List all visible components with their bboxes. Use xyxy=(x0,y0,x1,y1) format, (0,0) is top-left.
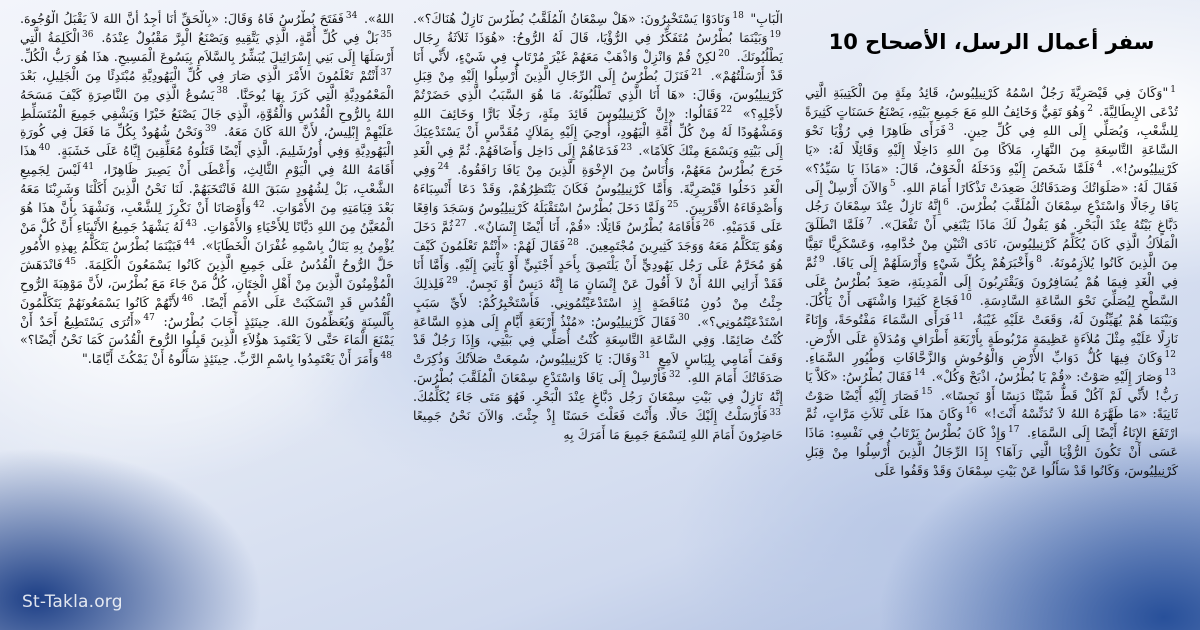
verse-number: 24 xyxy=(437,162,450,173)
verse-number: 7 xyxy=(866,217,873,228)
verse xyxy=(474,219,717,234)
verse-text: وَكَانَ فِيهَا كُلُّ دَوَابِّ الأَرْضِ وَالْوُحُوشِ وَالزَّحَّافَاتِ وَطُيُورِ السَّمَاءِ. xyxy=(805,349,1163,365)
verse-text: لأَنَّهُمْ كَانُوا يَسْمَعُونَهُمْ يَتَكَلَّمُونَ بِأَلْسِنَةٍ وَيُعَظِّمُونَ اللهَ. حِينَئِذٍ أَجَابَ بُطْرُسُ: xyxy=(20,294,394,329)
verse-number: 3 xyxy=(948,122,954,133)
verse-text: فَقَالَ كَرْنِيلِيُوسُ: «مُنْذُ أَرْبَعَةِ أَيَّامٍ إِلَى هذِهِ السَّاعَةِ كُنْتُ صَائِمًا. وَفِي السَّاعَةِ التَّاسِعَةِ كُنْتُ أُصَلِّي فِي بَيْتِي، وَإِذَا رَجُلٌ قَدْ وَقَفَ أَمَامِي بِلِبَاسٍ لاَمِعٍ xyxy=(413,313,783,367)
verse-number: 47 xyxy=(143,313,155,324)
verse-text: ثُمَّ دَخَلَ وَهُوَ يَتَكَلَّمُ مَعَهُ وَوَجَدَ كَثِيرِينَ مُجْتَمِعِينَ. xyxy=(413,218,783,253)
verse-text: وَأَوْصَانَا أَنْ نَكْرِزَ لِلشَّعْبِ، وَنَشْهَدَ بِأَنَّ هذَا هُوَ الْمُعَيَّنُ مِنَ اللهِ دَيَّانًا لِلأَحْيَاءِ وَالأَمْوَاتِ. xyxy=(20,200,394,234)
verse-number: 48 xyxy=(380,351,392,362)
verse-text: فَنَزَلَ بُطْرُسُ إِلَى الرِّجَالِ الَّذِينَ أُرْسِلُوا إِلَيْهِ مِنْ قِبَلِ كَرْنِيلِيُوسَ، وَقَالَ: «هَا أَنَا الَّذِي تَطْلُبُونَهُ. مَا هُوَ السَّبَبُ الَّذِي حَضَرْتُمْ لأَجْلِهِ؟» xyxy=(413,67,783,121)
text-column-right xyxy=(805,10,1178,620)
verse-text: يَسُوعُ الَّذِي مِنَ النَّاصِرَةِ كَيْفَ مَسَحَهُ اللهُ بِالرُّوحِ الْقُدُسِ وَالْقُوَّةِ، الَّذِي جَالَ يَصْنَعُ خَيْرًا وَيَشْفِي جَمِيعَ الْمُتَسَلِّطِ عَلَيْهِمْ إِبْلِيسُ، لأَنَّ اللهَ كَانَ مَعَهُ. xyxy=(20,86,394,140)
verse-number: 15 xyxy=(921,387,933,398)
verse xyxy=(82,351,394,366)
verse-number: 13 xyxy=(1164,368,1176,379)
verse-number: 46 xyxy=(181,294,194,305)
verse-text: وَكَانَ هذَا عَلَى ثَلاَثِ مَرَّاتٍ، ثُمَّ ارْتَفَعَ الإِنَاءُ أَيْضًا إِلَى السَّمَاءِ. xyxy=(805,406,1178,441)
verse xyxy=(413,11,746,26)
verse-text: لَهُ يَشْهَدُ جَمِيعُ الأَنْبِيَاءِ أَنَّ كُلَّ مَنْ يُؤْمِنُ بِهِ يَنَالُ بِاسْمِهِ غُفْرَانَ الْخَطَايَا». xyxy=(20,218,394,253)
verse-text: «أَتُرَى يَسْتَطِيعُ أَحَدٌ أَنْ يَمْنَعَ الْمَاءَ حَتَّى لاَ يَعْتَمِدَ هؤُلاَءِ الَّذِينَ قَبِلُوا الرُّوحَ الْقُدُسَ كَمَا نَحْنُ أَيْضًا؟» xyxy=(20,313,394,348)
verse-text: فَقَالَ بُطْرُسُ: «كَلاَّ يَا رَبُّ! لأَنِّي لَمْ آكُلْ قَطُّ شَيْئًا دَنِسًا أَوْ نَجِسًا». xyxy=(805,368,1178,403)
verse-text: وَلَمَّا دَخَلَ بُطْرُسُ اسْتَقْبَلَهُ كَرْنِيلِيُوسُ وَسَجَدَ وَاقِعًا عَلَى قَدَمَيْهِ. xyxy=(413,200,783,234)
verse-number: 5 xyxy=(889,179,896,190)
verse-number: 22 xyxy=(720,105,733,116)
verse-number: 10 xyxy=(960,292,972,303)
verse-number: 34 xyxy=(345,10,358,21)
verse-text: لَيْسَ لِجَمِيعِ الشَّعْبِ، بَلْ لِشُهُودٍ سَبَقَ اللهُ فَانْتَخَبَهُمْ. لَنَا نَحْنُ الَّذِينَ أَكَلْنَا وَشَرِبْنَا مَعَهُ بَعْدَ قِيَامَتِهِ مِنَ الأَمْوَاتِ. xyxy=(20,162,394,216)
verse xyxy=(750,11,783,26)
verse-text: فَجَاعَ كَثِيرًا وَاشْتَهَى أَنْ يَأْكُلَ. وَبَيْنَمَا هُمْ يُهَيِّئُونَ لَهُ، وَقَعَتْ عَلَيْهِ غَيْبَةٌ، xyxy=(805,292,1178,327)
text-column-left xyxy=(20,10,394,620)
verse xyxy=(932,369,1178,384)
verse-text: "وَكَانَ فِي قَيْصَرِيَّةَ رَجُلٌ اسْمُهُ كَرْنِيلِيُوسُ، قَائِدُ مِئَةٍ مِنَ الْكَتِيبَةِ الَّتِي تُدْعَى الإِيطَالِيَّةَ. xyxy=(805,85,1178,119)
verse-text: فَدَعَاهُمْ إِلَى دَاخِل وَأَضَافَهُمْ. ثُمَّ فِي الْغَدِ خَرَجَ بُطْرُسُ مَعَهُمْ، وَأُنَاسٌ مِنَ الإِخْوَةِ الَّذِينَ مِنْ يَافَا رَافَقُوهُ. xyxy=(413,143,783,178)
verse-number: 33 xyxy=(769,407,781,418)
verse-number: 26 xyxy=(703,218,715,229)
verse-number: 25 xyxy=(667,199,679,210)
verse-number: 43 xyxy=(185,218,197,229)
verse-text: فَقَالُوا: «إِنَّ كَرْنِيلِيُوسَ قَائِدَ مِئَةٍ، رَجُلًا بَارًّا وَخَائِفَ اللهِ وَمَشْهُودًا لَهُ مِنْ كُلِّ أُمَّةِ الْيَهُودِ، أُوحِيَ إِلَيْهِ بِمَلاَكٍ مُقَدَّسٍ أَنْ يَسْتَدْعِيَكَ إِلَى بَيْتِهِ وَيَسْمَعَ مِنْكَ كَلاَمًا». xyxy=(413,105,783,159)
verse-number: 19 xyxy=(769,29,781,40)
verse-text: وَإِذْ كَانَ بُطْرُسُ يَرْتَابُ فِي نَفْسِهِ: مَاذَا عَسَى أَنْ تَكُونَ الرُّؤْيَا الَّتِي رَآهَا؟ إِذَا الرِّجَالُ الَّذِينَ أُرْسِلُوا مِنْ قِبَلِ كَرْنِيلِيُوسَ، وَكَانُوا قَدْ سَأَلُوا عَنْ بَيْتِ سِمْعَانَ وَقَدْ وَقَفُوا عَلَى xyxy=(805,425,1178,479)
verse-number: 11 xyxy=(952,311,964,322)
verse-text: الْبَابِ" xyxy=(750,11,783,26)
verse-text: وَبَيْنَمَا بُطْرُسُ مُتَفَكِّرٌ فِي الرُّؤْيَا، قَالَ لَهُ الرُّوحُ: «هُوَذَا ثَلاَثَةُ رِجَال يَطْلُبُونَكَ. xyxy=(413,29,783,64)
verse xyxy=(413,408,783,442)
verse-text: وَهُوَ تَقِيٌّ وَخَائِفُ اللهِ مَعَ جَمِيعِ بَيْتِهِ، يَصْنَعُ حَسَنَاتٍ كَثِيرَةً لِلشَّعْبِ، وَيُصَلِّي إِلَى اللهِ فِي كُلِّ حِينٍ. xyxy=(805,103,1178,138)
verse-text: الْكَلِمَةُ الَّتِي أَرْسَلَهَا إِلَى بَنِي إِسْرَائِيلَ يُبَشِّرُ بِالسَّلاَمِ بِيَسُوعَ الْمَسِيحِ. هذَا هُوَ رَبُّ الْكُلِّ. xyxy=(20,29,394,64)
verse xyxy=(805,350,1178,365)
verse-text: إِنَّهُ نَازِلٌ عِنْدَ سِمْعَانَ رَجُل دَبَّاغٍ بَيْتُهُ عِنْدَ الْبَحْرِ. هُوَ يَقُولُ لَكَ مَاذَا يَنْبَغِي أَنْ تَفْعَلَ». xyxy=(805,198,1178,233)
verse-number: 40 xyxy=(38,143,51,154)
verse-number: 30 xyxy=(678,313,690,324)
verse-text: ثُمَّ فِي الْغَدِ فِيمَا هُمْ يُسَافِرُونَ وَيَقْتَرِبُونَ إِلَى الْمَدِينَةِ، صَعِدَ بُطْرُسُ عَلَى السَّطْحِ لِيُصَلِّيَ نَحْوَ السَّاعَةِ السَّادِسَةِ. xyxy=(805,255,1178,308)
verse-text: فَلَمَّا شَخَصَ إِلَيْهِ وَدَخَلَهُ الْخَوْفُ، قَالَ: «مَاذَا يَا سَيِّدُ؟» فَقَالَ لَهُ: «صَلَوَاتُكَ وَصَدَقَاتُكَ صَعِدَتْ تَذْكَارًا أَمَامَ اللهِ. xyxy=(805,160,1178,195)
verse-number: 36 xyxy=(82,29,94,40)
verse-number: 27 xyxy=(455,218,467,229)
verse-text: وَأَمَرَ أَنْ يَعْتَمِدُوا بِاسْمِ الرَّبِّ. حِينَئِذٍ سَأَلُوهُ أَنْ يَمْكُثَ أَيَّامًا." xyxy=(82,351,379,367)
verse-number: 6 xyxy=(943,198,949,209)
verse-number: 38 xyxy=(216,86,228,97)
verse-number: 37 xyxy=(380,67,392,78)
verse-text: لكِنْ قُمْ وَانْزِلْ وَاذْهَبْ مَعَهُمْ غَيْرَ مُرْتَابٍ فِي شَيْءٍ، لأَنِّي أَنَا قَدْ أَرْسَلْتُهُمْ». xyxy=(413,48,783,83)
chapter-title: سفر أعمال الرسل، الأصحاح 10 xyxy=(828,30,1155,54)
verse-number: 8 xyxy=(1036,254,1043,265)
verse-text: فَأَقَامَهُ بُطْرُسُ قَائِلًا: «قُمْ، أَنَا أَيْضًا إِنْسَانٌ». xyxy=(473,218,702,234)
verse-text: اللهُ». xyxy=(364,11,394,26)
verse-number: 29 xyxy=(446,275,458,286)
verse-number: 20 xyxy=(718,48,730,59)
verse-number: 45 xyxy=(64,256,77,267)
verse-text: وَأَخْبَرَهُمْ بِكُلِّ شَيْءٍ وَأَرْسَلَهُمْ إِلَى يَافَا. xyxy=(832,255,1035,271)
verse-number: 21 xyxy=(691,67,703,78)
verse-number: 1 xyxy=(1170,84,1176,95)
verse-text: وَنَادَوْا يَسْتَخْبِرُونَ: «هَلْ سِمْعَانُ الْمُلَقَّبُ بُطْرُسَ نَازِلٌ هُنَاكَ؟». xyxy=(413,11,731,26)
verse-text: فَأَرْسَلْتُ إِلَيْكَ حَالًا. وَأَنْتَ فَعَلْتَ حَسَنًا إِذْ جِئْتَ. وَالآنَ نَحْنُ جَمِيعًا حَاضِرُونَ أَمَامَ اللهِ لِنَسْمَعَ جَمِيعَ مَا أَمَرَكَ بِهِ xyxy=(413,408,783,442)
verse-text: أَنْتُمْ تَعْلَمُونَ الأَمْرَ الَّذِي صَارَ فِي كُلِّ الْيَهُودِيَّةِ مُبْتَدِئًا مِنَ الْجَلِيلِ، بَعْدَ الْمَعْمُودِيَّةِ الَّتِي كَرَزَ بِهَا يُوحَنَّا. xyxy=(20,67,394,102)
text-column-middle xyxy=(413,10,783,620)
verse-text: فَفَتَحَ بُطْرُسُ فَاهُ وَقَالَ: «بِالْحَقِّ أَنَا أَجِدُ أَنَّ اللهَ لاَ يَقْبَلُ الْوُجُوهَ. xyxy=(20,11,344,26)
verse-text: فَرَأَى السَّمَاءَ مَفْتُوحَةً، وَإِنَاءً نَازِلًا عَلَيْهِ مِثْلَ مُلاَءَةٍ عَظِيمَةٍ مَرْبُوطَةٍ بِأَرْبَعَةِ أَطْرَافٍ وَمُدَلاَةٍ عَلَى الأَرْضِ. xyxy=(805,311,1178,346)
verse-number: 35 xyxy=(380,29,392,40)
verse-text: وَالآنَ أَرْسِلْ إِلَى يَافَا رِجَالًا وَاسْتَدْعِ سِمْعَانَ الْمُلَقَّبَ بُطْرُسَ. xyxy=(805,179,1178,214)
verse-number: 4 xyxy=(1096,160,1103,171)
verse-number: 41 xyxy=(82,162,95,173)
verse xyxy=(101,30,394,45)
verse-text: فَلَمَّا انْطَلَقَ الْمَلاَكُ الَّذِي كَانَ يُكَلِّمُ كَرْنِيلِيُوسَ، نَادَى اثْنَيْنِ مِنْ خُدَّامِهِ، وَعَسْكَرِيًّا تَقِيًّا مِنَ الَّذِينَ كَانُوا يُلاَزِمُونَهُ. xyxy=(805,217,1178,271)
verse-text: فَصَارَ إِلَيْهِ أَيْضًا صَوْتٌ ثَانِيَةً: «مَا طَهَّرَهُ اللهُ لاَ تُدَنِّسْهُ أَنْتَ!» xyxy=(805,387,1178,422)
verse-number: 16 xyxy=(965,406,977,417)
verse-text: فَأَرْسِلْ إِلَى يَافَا وَاسْتَدْعِ سِمْعَانَ الْمُلَقَّبَ بُطْرُسَ. إِنَّهُ نَازِلٌ فِي بَيْتِ سِمْعَانَ رَجُل دَبَّاغٍ عِنْدَ الْبَحْرِ. فَهُوَ مَتَى جَاءَ يُكَلِّمُكَ. xyxy=(413,370,783,405)
verse-number: 32 xyxy=(669,370,681,381)
verse-text: فَقَالَ لَهُمْ: «أَنْتُمْ تَعْلَمُونَ كَيْفَ هُوَ مُحَرَّمٌ عَلَى رَجُل يَهُودِيٍّ أَنْ يَلْتَصِقَ بِأَحَدٍ أَجْنَبِيٍّ أَوْ يَأْتِيَ إِلَيْهِ. وَأَمَّا أَنَا فَقَدْ أَرَانِي اللهُ أَنْ لاَ أَقُولَ عَنْ إِنْسَانٍ مَا إِنَّهُ دَنِسٌ أَوْ نَجِسٌ. xyxy=(413,237,783,291)
verse xyxy=(364,11,394,26)
verse-number: 39 xyxy=(205,124,217,135)
verse-text: وَنَحْنُ شُهُودٌ بِكُلِّ مَا فَعَلَ فِي كُورَةِ الْيَهُودِيَّةِ وَفِي أُورُشَلِيمَ. الَّذِي أَيْضًا قَتَلُوهُ مُعَلِّقِينَ إِيَّاهُ عَلَى خَشَبَةٍ. xyxy=(20,124,394,159)
verse xyxy=(20,11,359,26)
verse-text: وَصَارَ إِلَيْهِ صَوْتٌ: «قُمْ يَا بُطْرُسُ، اذْبَحْ وَكُلْ». xyxy=(931,368,1163,384)
verse-text: بَلْ فِي كُلِّ أُمَّةٍ، الَّذِي يَتَّقِيهِ وَيَصْنَعُ الْبِرَّ مَقْبُولٌ عِنْدَهُ. xyxy=(101,29,379,45)
verse-number: 17 xyxy=(1008,425,1020,436)
verse-number: 44 xyxy=(183,237,196,248)
verse-number: 28 xyxy=(567,237,579,248)
verse-number: 2 xyxy=(1087,103,1093,114)
verse-number: 42 xyxy=(253,199,265,210)
verse-number: 31 xyxy=(639,351,651,362)
verse-text: وَفِي الْغَدِ دَخَلُوا قَيْصَرِيَّةَ. وَأَمَّا كَرْنِيلِيُوسُ فَكَانَ يَنْتَظِرُهُمْ، وَقَدْ دَعَا أَنْسِبَاءَهُ وَأَصْدِقَاءَهُ الأَقْرَبِينَ. xyxy=(413,162,783,216)
verse-text: وَقَالَ: يَا كَرْنِيلِيُوسُ، سُمِعَتْ صَلاَتُكَ وَذُكِرَتْ صَدَقَاتُكَ أَمَامَ اللهِ. xyxy=(413,351,783,386)
verse-text: فَبَيْنَمَا بُطْرُسُ يَتَكَلَّمُ بِهذِهِ الأُمُورِ حَلَّ الرُّوحُ الْقُدُسُ عَلَى جَمِيعِ الَّذِينَ كَانُوا يَسْمَعُونَ الْكَلِمَةَ. xyxy=(20,237,394,272)
verse-text: فَلِذلِكَ جِئْتُ مِنْ دُونِ مُنَاقَضَةٍ إِذِ اسْتَدْعَيْتُمُونِي. فَأَسْتَخْبِرُكُمْ: لأَيِّ سَبَبٍ اسْتَدْعَيْتُمُونِي؟». xyxy=(413,275,783,329)
verse-number: 12 xyxy=(1164,349,1176,360)
verse-number: 23 xyxy=(620,143,633,154)
verse-text: فَانْدَهَشَ الْمُؤْمِنُونَ الَّذِينَ مِنْ أَهْلِ الْخِتَانِ، كُلُّ مَنْ جَاءَ مَعَ بُطْرُسَ، لأَنَّ مَوْهِبَةَ الرُّوحِ الْقُدُسِ قَدِ انْسَكَبَتْ عَلَى الأُمَمِ أَيْضًا. xyxy=(20,256,394,310)
verse-text: فَرَأَى ظَاهِرًا فِي رُؤْيَا نَحْوَ السَّاعَةِ التَّاسِعَةِ مِنَ النَّهَارِ، مَلاَكًا مِنَ اللهِ دَاخِلًا إِلَيْهِ وَقَائِلًا لَهُ: «يَا كَرْنِيلِيُوسُ!». xyxy=(805,122,1178,176)
verse xyxy=(832,255,1044,270)
verse-text: هذَا أَقَامَهُ اللهُ فِي الْيَوْمِ الثَّالِثِ، وَأَعْطَى أَنْ يَصِيرَ ظَاهِرًا، xyxy=(20,143,394,178)
verse-number: 14 xyxy=(913,368,926,379)
site-watermark: St-Takla.org xyxy=(22,592,123,612)
verse-number: 18 xyxy=(732,10,744,21)
verse-number: 9 xyxy=(818,254,825,265)
